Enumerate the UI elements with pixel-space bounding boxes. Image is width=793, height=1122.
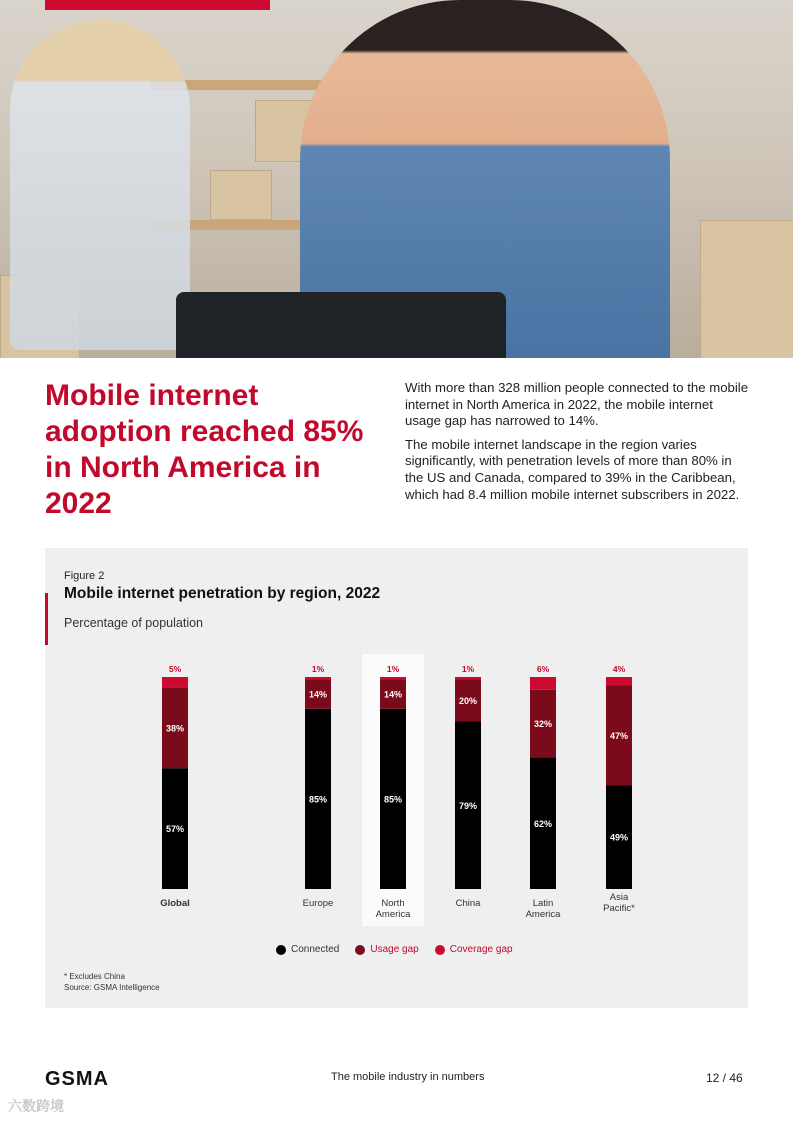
bar-segment-coverage-gap-asia-pacific — [606, 677, 632, 685]
category-label-north-america: North America — [375, 898, 411, 920]
data-label-connected-asia-pacific: 49% — [609, 832, 629, 843]
parcel-box — [700, 220, 793, 358]
bar-segment-coverage-gap-global — [162, 677, 188, 688]
data-label-coverage-gap-china: 1% — [461, 664, 475, 674]
page-number: 12 / 46 — [706, 1071, 743, 1085]
figure-number: Figure 2 — [64, 570, 105, 582]
figure-subtitle: Percentage of population — [64, 616, 203, 630]
figure-title: Mobile internet penetration by region, 2022 — [64, 585, 381, 602]
data-label-usage-gap-asia-pacific: 47% — [609, 730, 629, 741]
category-label-latin-america: Latin America — [525, 898, 561, 920]
laptop — [176, 292, 506, 358]
legend-item-connected — [276, 944, 339, 955]
top-red-tab — [45, 0, 270, 10]
data-label-coverage-gap-asia-pacific: 4% — [612, 664, 626, 674]
legend-item-usage-gap — [355, 944, 418, 955]
bar-segment-coverage-gap-north-america — [380, 677, 406, 679]
legend-label: Coverage gap — [449, 944, 513, 955]
figure-footnote — [64, 971, 160, 993]
data-label-connected-latin-america: 62% — [533, 818, 553, 829]
category-label-global: Global — [160, 898, 190, 909]
data-label-coverage-gap-north-america: 1% — [386, 664, 400, 674]
legend-dot-coverage-gap — [435, 945, 445, 955]
watermark-logo: 六数跨境 — [8, 1098, 64, 1114]
intro-text — [405, 380, 750, 510]
hero-photo — [0, 0, 793, 358]
data-label-usage-gap-china: 20% — [458, 695, 478, 706]
bar-segment-coverage-gap-europe — [305, 677, 331, 679]
bar-segment-coverage-gap-china — [455, 677, 481, 679]
legend-item-coverage-gap — [435, 944, 513, 955]
bar-segment-coverage-gap-latin-america — [530, 677, 556, 690]
legend-label: Usage gap — [370, 944, 419, 955]
gsma-logo: GSMA — [45, 1068, 109, 1090]
data-label-connected-europe: 85% — [308, 794, 328, 805]
data-label-connected-north-america: 85% — [383, 794, 403, 805]
data-label-connected-global: 57% — [165, 824, 185, 835]
footnote-exclusion: * Excludes China — [64, 972, 125, 981]
stacked-bar-chart — [45, 548, 748, 1008]
footnote-source: Source: GSMA Intelligence — [64, 983, 160, 992]
legend-dot-usage-gap — [355, 945, 365, 955]
data-label-coverage-gap-global: 5% — [168, 664, 182, 674]
data-label-usage-gap-europe: 14% — [308, 689, 328, 700]
page-headline: Mobile internet adoption reached 85% in North America in 2022 — [45, 379, 364, 520]
data-label-coverage-gap-europe: 1% — [311, 664, 325, 674]
category-label-asia-pacific: Asia Pacific* — [603, 892, 635, 914]
legend-dot-connected — [276, 945, 286, 955]
footer-report-title: The mobile industry in numbers — [331, 1071, 485, 1083]
data-label-usage-gap-north-america: 14% — [383, 689, 403, 700]
data-label-usage-gap-latin-america: 32% — [533, 719, 553, 730]
data-label-usage-gap-global: 38% — [165, 723, 185, 734]
intro-paragraph-2: The mobile internet landscape in the region varies significantly, with penetration levels of more than 80% in the US and Canada, compared to 39% in the Caribbean, which had 8.4 million mobile internet subscribers in 2022. — [405, 436, 740, 502]
chart-legend — [276, 944, 513, 955]
background-person — [10, 20, 190, 350]
data-label-coverage-gap-latin-america: 6% — [536, 664, 550, 674]
category-label-europe: Europe — [302, 898, 334, 909]
data-label-connected-china: 79% — [458, 800, 478, 811]
parcel-box — [210, 170, 272, 220]
legend-label: Connected — [291, 944, 340, 955]
category-label-china: China — [455, 898, 481, 909]
chart-svg — [45, 548, 748, 1008]
intro-paragraph-1: With more than 328 million people connected to the mobile internet in North America in 2022, the mobile internet usage gap has narrowed to 14%. — [405, 380, 749, 429]
